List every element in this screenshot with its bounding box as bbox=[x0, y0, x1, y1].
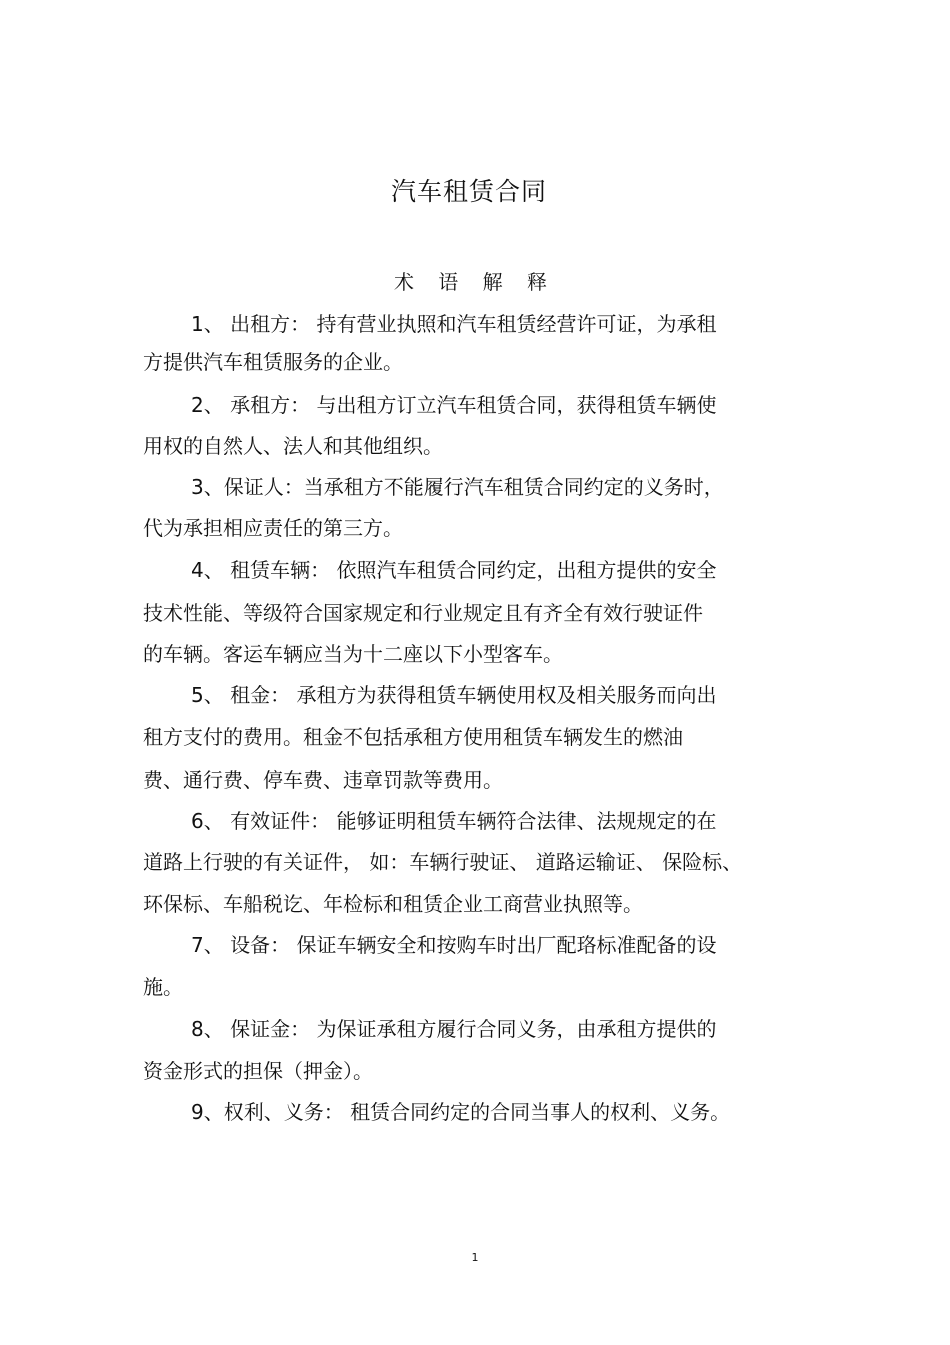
term-8-line-1: 8、 保证金： 为保证承租方履行合同义务，由承租方提供的 bbox=[191, 1017, 717, 1041]
term-5-line-3: 费、通行费、停车费、违章罚款等费用。 bbox=[143, 768, 503, 792]
term-7-line-2: 施。 bbox=[143, 975, 183, 999]
term-7-line-1: 7、 设备： 保证车辆安全和按购车时出厂配珞标准配备的设 bbox=[191, 933, 717, 957]
term-8-line-2: 资金形式的担保（押金）。 bbox=[143, 1059, 373, 1083]
term-6-line-1: 6、 有效证件： 能够证明租赁车辆符合法律、法规规定的在 bbox=[191, 809, 717, 833]
page-number: 1 bbox=[471, 1251, 479, 1264]
term-5-line-1: 5、 租金： 承租方为获得租赁车辆使用权及相关服务而向出 bbox=[191, 683, 717, 707]
term-2-line-1: 2、 承租方： 与出租方订立汽车租赁合同，获得租赁车辆使 bbox=[191, 393, 717, 417]
term-4-line-3: 的车辆。客运车辆应当为十二座以下小型客车。 bbox=[143, 642, 563, 666]
term-2-line-2: 用权的自然人、法人和其他组织。 bbox=[143, 434, 443, 458]
term-3-line-1: 3、保证人：当承租方不能履行汽车租赁合同约定的义务时， bbox=[191, 475, 724, 499]
term-1-line-2: 方提供汽车租赁服务的企业。 bbox=[143, 350, 403, 374]
term-5-line-2: 租方支付的费用。租金不包括承租方使用租赁车辆发生的燃油 bbox=[143, 725, 683, 749]
section-heading-terms: 术 语 解 释 bbox=[393, 270, 557, 294]
term-3-line-2: 代为承担相应责任的第三方。 bbox=[143, 516, 403, 540]
term-4-line-1: 4、 租赁车辆： 依照汽车租赁合同约定，出租方提供的安全 bbox=[191, 558, 717, 582]
term-6-line-2: 道路上行驶的有关证件， 如：车辆行驶证、 道路运输证、 保险标、 bbox=[143, 850, 743, 874]
term-4-line-2: 技术性能、等级符合国家规定和行业规定且有齐全有效行驶证件 bbox=[143, 601, 703, 625]
term-1-line-1: 1、 出租方： 持有营业执照和汽车租赁经营许可证，为承租 bbox=[191, 312, 717, 336]
term-6-line-3: 环保标、车船税讫、年检标和租赁企业工商营业执照等。 bbox=[143, 892, 643, 916]
term-9-line-1: 9、权利、义务： 租赁合同约定的合同当事人的权利、义务。 bbox=[191, 1100, 731, 1124]
document-title: 汽车租赁合同 bbox=[390, 177, 547, 206]
